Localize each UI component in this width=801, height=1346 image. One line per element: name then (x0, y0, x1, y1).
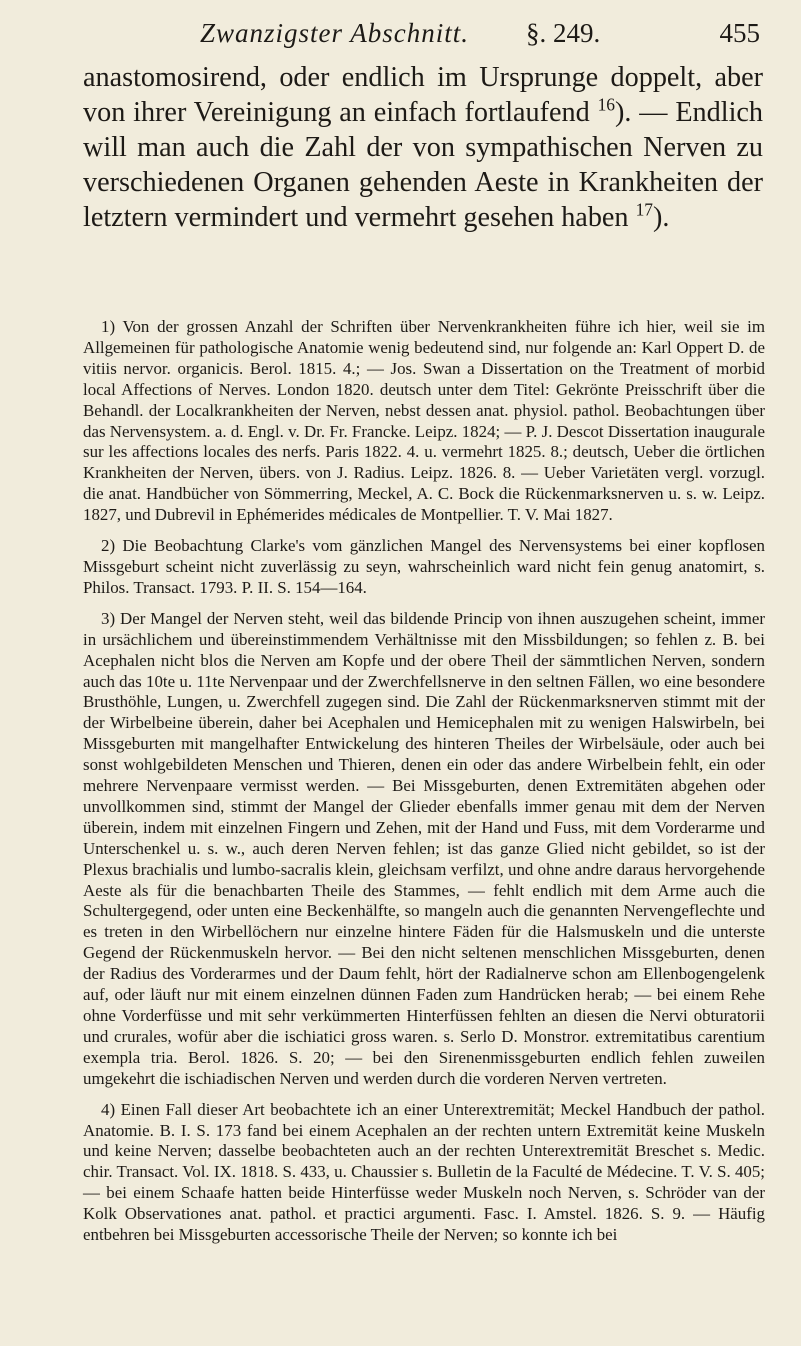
footnote-text: Die Beobachtung Clarke's vom gänzlichen Mangel des Nervensystems bei einer kopflosen Missgeburt scheint nicht zuverlässig zu seyn, wahrscheinlich ward nicht fein genug anatomirt, s. Philos. Transact. 1793. P. II. S. 154—164. (83, 536, 765, 597)
footnotes (83, 317, 765, 1256)
body-paragraph (83, 60, 763, 235)
chapter-title: Zwanzigster Abschnitt. (200, 18, 470, 48)
page-number: 455 (719, 18, 760, 48)
footnote-3 (83, 609, 765, 1090)
running-header (200, 14, 760, 54)
section-number: §. 249. (526, 18, 601, 48)
footnote-ref-16: 16 (597, 94, 616, 115)
footnote-2 (83, 536, 765, 599)
main-text (83, 60, 763, 235)
footnote-number: 3) (101, 608, 116, 628)
footnote-text: Der Mangel der Nerven steht, weil das bildende Princip von ihnen auszugehen scheint, immer in ursächlichem und übereinstimmendem Verhältnisse mit den Missbildungen; so fehlen z. B. bei Acephalen nicht blos die Nerven am Kopfe und der obere Theil der sämmtlichen Nerven, sondern auch das 10te u. 11te Nervenpaar und der Zwerchfellsnerve in den seltnen Fällen, wo eine besondere Brusthöhle, Lungen, u. Zwerchfell zugegen sind. Die Zahl der Rückenmarksnerven stimmt mit der der Wirbelbeine überein, daher bei Acephalen und Hemicephalen mit zu wenigen Halswirbeln, bei Missgeburten mit mangelhafter Entwickelung des hinteren Theiles der Wirbelsäule, oder auch bei sonst wohlgebildeten Menschen und Thieren, denen ein oder das andere Wirbelbein fehlt, ein oder mehrere Nervenpaare vermisst werden. — Bei Missgeburten, denen Extremitäten abgehen oder unvollkommen sind, stimmt der Mangel der Glieder ebenfalls immer genau mit dem der Nerven überein, indem mit einzelnen Fingern und Zehen, mit der Hand und Fuss, mit dem Vorderarme und Unterschenkel u. s. w., auch deren Nerven fehlen; ist das ganze Glied nicht gebildet, so ist der Plexus brachialis und lumbo-sacralis klein, gleichsam verfilzt, und ohne andre daraus hervorgehende Aeste als für die benachbarten Theile des Stammes, — fehlt endlich mit dem Arme auch die Schultergegend, oder unten eine Beckenhälfte, so mangeln auch die genannten Nervengeflechte und es treten in den Wirbellöchern nur einzelne hintere Fäden für die Halsmuskeln und die unterste Gegend der Rückenmuskeln hervor. — Bei den nicht seltenen menschlichen Missgeburten, denen der Radius des Vorderarmes und der Daum fehlt, hört der Radialnerve schon am Ellenbogengelenk auf, oder läuft nur mit einem einzelnen dünnen Faden zum Handrücken herab; — bei einem Rehe ohne Vorderfüsse und mit sehr verkümmerten Hinterfüssen fehlten an diesen die Nervi obturatorii und crurales, wofür aber die ischiatici gross waren. s. Serlo D. Monstror. extremitatibus carentium exempla tria. Berol. 1826. S. 20; — bei den Sirenenmissgeburten endlich fehlen zuweilen umgekehrt die ischiadischen Nerven und werden durch die vorderen Nerven vertreten. (83, 608, 765, 1088)
footnote-text: Einen Fall dieser Art beobachtete ich an einer Unterextremität; Meckel Handbuch der pathol. Anatomie. B. I. S. 173 fand bei einem Acephalen an der rechten untern Extremität keine Muskeln und keine Nerven; dasselbe beobachteten auch an der rechten Unterextremität Breschet s. Medic. chir. Transact. Vol. IX. 1818. S. 433, u. Chaussier s. Bulletin de la Faculté de Médecine. T. V. S. 405; — bei einem Schaafe hatten beide Hinterfüsse weder Muskeln noch Nerven, s. Schröder van der Kolk Observationes anat. pathol. et practici argumenti. Fasc. I. Amstel. 1826. S. 9. — Häufig entbehren bei Missgeburten accessorische Theile der Nerven; so konnte ich bei (83, 1099, 765, 1245)
footnote-ref-17: 17 (635, 199, 654, 220)
footnote-text: Von der grossen Anzahl der Schriften über Nervenkrankheiten führe ich hier, weil sie im Allgemeinen für pathologische Anatomie wenig bedeutend sind, nur folgende an: Karl Oppert D. de vitiis nervor. organicis. Berol. 1815. 4.; — Jos. Swan a Dissertation on the Treatment of morbid local Affections of Nerves. London 1820. deutsch unter dem Titel: Gekrönte Preisschrift über die Behandl. der Localkrankheiten der Nerven, nebst dessen anat. physiol. pathol. Beobachtungen über das Nervensystem. a. d. Engl. v. Dr. Fr. Francke. Leipz. 1824; — P. J. Descot Dissertation inaugurale sur les affections locales des nerfs. Paris 1822. 4. u. vermehrt 1825. 8.; deutsch, Ueber die örtlichen Krankheiten der Nerven, übers. von J. Radius. Leipz. 1826. 8. — Ueber Varietäten vergl. vorzugl. die anat. Handbücher von Sömmerring, Meckel, A. C. Bock die Rückenmarksnerven u. s. w. Leipz. 1827, und Dubrevil in Ephémerides médicales de Montpellier. T. V. Mai 1827. (83, 317, 766, 525)
footnote-number: 4) (101, 1099, 116, 1119)
footnote-number: 1) (101, 317, 116, 336)
footnote-1 (83, 317, 765, 526)
body-text-part-1: anastomosirend, oder endlich im Ursprunge doppelt, aber von ihrer Vereinigung an einfach fortlaufend (83, 62, 763, 128)
body-text-part-2: ). — Endlich will man auch die Zahl der von sympathischen Nerven zu verschiedenen Organen gehenden Aeste in Krankheiten der letztern vermindert und vermehrt gesehen haben (83, 97, 764, 233)
footnote-4 (83, 1100, 765, 1246)
footnote-number: 2) (101, 536, 116, 556)
body-text-part-3: ). (653, 202, 670, 233)
